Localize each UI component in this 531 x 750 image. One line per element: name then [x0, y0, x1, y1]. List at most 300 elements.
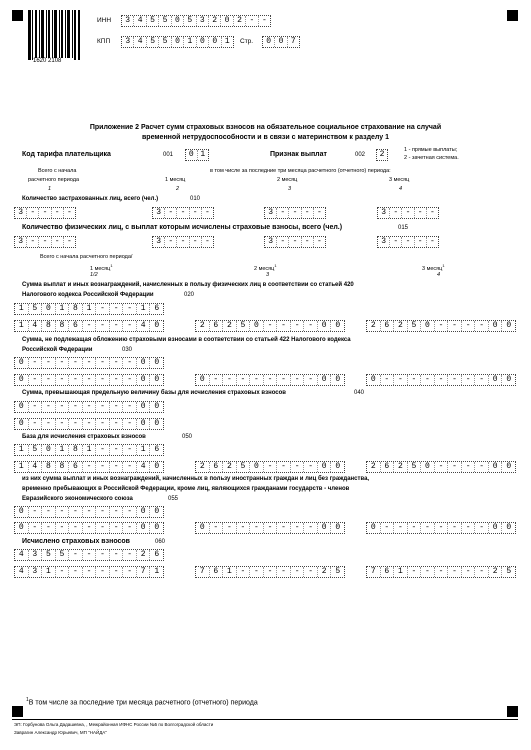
digit-cell: -: [289, 208, 301, 218]
digit-cell: 8: [42, 321, 56, 331]
digit-cell: -: [462, 321, 476, 331]
digit-cell: 4: [134, 37, 146, 47]
digit-cell: 8: [56, 462, 70, 472]
digit-cell: -: [277, 523, 291, 533]
digit-cell: -: [69, 402, 83, 412]
digit-cell: -: [110, 550, 124, 560]
footer-divider: [12, 719, 518, 720]
digit-cell: 0: [42, 304, 56, 314]
digit-cell: -: [277, 462, 291, 472]
digit-cell: -: [475, 321, 489, 331]
digit-cell: 1: [15, 304, 29, 314]
row020-month2: [195, 320, 345, 332]
digit-cell: -: [27, 208, 39, 218]
digit-cell: -: [462, 567, 476, 577]
row050-month2: [195, 461, 345, 473]
digit-cell: -: [237, 523, 251, 533]
page-number-field: [262, 36, 300, 48]
row030-label-1: Сумма, не подлежащая обложению страховыми взносами в соответствии со статьей 422 Налогового кодекса: [22, 337, 351, 343]
kpp-label: КПП: [97, 38, 111, 45]
row030-total: [14, 357, 164, 369]
digit-cell: -: [237, 375, 251, 385]
digit-cell: 5: [408, 462, 422, 472]
row010-code: 010: [190, 196, 201, 202]
digit-cell: 7: [367, 567, 381, 577]
digit-cell: -: [42, 419, 56, 429]
digit-cell: -: [462, 523, 476, 533]
digit-cell: 2: [394, 321, 408, 331]
digit-cell: -: [435, 321, 449, 331]
digit-cell: -: [435, 523, 449, 533]
digit-cell: -: [302, 208, 314, 218]
digit-cell: -: [448, 321, 462, 331]
digit-cell: -: [190, 208, 202, 218]
digit-cell: -: [291, 375, 305, 385]
digit-cell: -: [56, 523, 70, 533]
digit-cell: -: [123, 375, 137, 385]
row015-month2: [264, 236, 326, 248]
digit-cell: -: [123, 567, 137, 577]
digit-cell: -: [96, 507, 110, 517]
digit-cell: 2: [209, 16, 221, 26]
footnote: $^1$В том числе за последние три месяца расчетного (отчетного) периода: [26, 697, 258, 707]
digit-cell: 5: [56, 550, 70, 560]
digit-cell: 3: [265, 237, 277, 247]
digit-cell: 0: [137, 375, 151, 385]
digit-cell: -: [69, 567, 83, 577]
digit-cell: 0: [335, 462, 341, 471]
digit-cell: 0: [421, 462, 435, 472]
digit-cell: -: [110, 462, 124, 472]
digit-cell: -: [83, 419, 97, 429]
digit-cell: -: [83, 567, 97, 577]
digit-cell: -: [83, 402, 97, 412]
month3-label: 3 месяц: [389, 177, 410, 183]
digit-cell: -: [394, 375, 408, 385]
digit-cell: -: [317, 208, 322, 217]
digit-cell: -: [277, 375, 291, 385]
digit-cell: -: [381, 523, 395, 533]
digit-cell: 6: [210, 462, 224, 472]
digit-cell: -: [277, 567, 291, 577]
digit-cell: 0: [489, 462, 503, 472]
digit-cell: 3: [29, 567, 43, 577]
digit-cell: 2: [318, 567, 332, 577]
digit-cell: -: [177, 208, 189, 218]
digit-cell: 0: [137, 523, 151, 533]
digit-cell: -: [448, 567, 462, 577]
digit-cell: 0: [154, 402, 160, 411]
digit-cell: 0: [489, 523, 503, 533]
digit-cell: 0: [506, 375, 512, 384]
digit-cell: 3: [378, 237, 390, 247]
digit-cell: 2: [196, 462, 210, 472]
digit-cell: -: [250, 567, 264, 577]
digit-cell: -: [291, 567, 305, 577]
row030-code: 030: [122, 347, 133, 353]
digit-cell: -: [475, 567, 489, 577]
digit-cell: 0: [15, 419, 29, 429]
digit-cell: -: [123, 419, 137, 429]
digit-cell: 8: [69, 304, 83, 314]
digit-cell: 0: [506, 321, 512, 330]
digit-cell: -: [123, 462, 137, 472]
digit-cell: 0: [154, 507, 160, 516]
digit-cell: -: [223, 523, 237, 533]
digit-cell: -: [83, 358, 97, 368]
digit-cell: -: [264, 523, 278, 533]
digit-cell: 0: [318, 523, 332, 533]
digit-cell: -: [408, 567, 422, 577]
signature-line-1: ЭП: Горбунова Ольга Дадашевна, , Межрайонная ИФНС России №5 по Волгоградской области: [14, 722, 214, 727]
digit-cell: -: [67, 208, 72, 217]
digit-cell: 1: [15, 445, 29, 455]
digit-cell: -: [110, 567, 124, 577]
digit-cell: 0: [15, 507, 29, 517]
row060-code: 060: [155, 539, 166, 545]
digit-cell: -: [96, 419, 110, 429]
digit-cell: 5: [147, 16, 159, 26]
digit-cell: 0: [367, 523, 381, 533]
digit-cell: 1: [394, 567, 408, 577]
digit-cell: 3: [153, 237, 165, 247]
tariff-field: [185, 149, 209, 161]
row010-month2: [264, 207, 326, 219]
digit-cell: -: [304, 375, 318, 385]
col-num-2: 2: [176, 186, 180, 192]
appendix-title-line2: временной нетрудоспособности и в связи с материнством к разделу 1: [142, 134, 389, 141]
digit-cell: -: [177, 237, 189, 247]
digit-cell: 5: [335, 567, 341, 576]
digit-cell: -: [408, 523, 422, 533]
digit-cell: 6: [154, 304, 160, 313]
row030-label-2: Российской Федерации: [22, 347, 93, 353]
digit-cell: 6: [210, 567, 224, 577]
digit-cell: -: [110, 419, 124, 429]
digit-cell: 5: [29, 445, 43, 455]
digit-cell: 0: [318, 321, 332, 331]
priznak-note-2: 2 - зачетная система.: [404, 155, 459, 161]
digit-cell: 3: [153, 208, 165, 218]
digit-cell: -: [83, 321, 97, 331]
digit-cell: 2: [379, 150, 385, 159]
digit-cell: 0: [15, 375, 29, 385]
digit-cell: -: [123, 550, 137, 560]
row015-code: 015: [398, 225, 409, 231]
digit-cell: -: [69, 507, 83, 517]
digit-cell: 2: [196, 321, 210, 331]
digit-cell: 5: [159, 37, 171, 47]
row020-month1: [14, 320, 164, 332]
digit-cell: 2: [394, 462, 408, 472]
digit-cell: -: [69, 550, 83, 560]
digit-cell: -: [29, 358, 43, 368]
digit-cell: -: [110, 321, 124, 331]
digit-cell: -: [110, 523, 124, 533]
digit-cell: -: [56, 402, 70, 412]
digit-cell: 0: [15, 358, 29, 368]
digit-cell: 0: [137, 358, 151, 368]
digit-cell: 1: [224, 37, 230, 46]
col-num-1-2: 1/2: [90, 272, 98, 278]
digit-cell: 5: [42, 550, 56, 560]
corner-marker-top-left: [12, 10, 23, 21]
digit-cell: 5: [147, 37, 159, 47]
digit-cell: -: [264, 321, 278, 331]
digit-cell: -: [69, 375, 83, 385]
row055-code: 055: [168, 496, 179, 502]
digit-cell: -: [390, 237, 402, 247]
digit-cell: -: [448, 462, 462, 472]
digit-cell: -: [123, 523, 137, 533]
digit-cell: -: [96, 462, 110, 472]
row055-total: [14, 506, 164, 518]
row060-month3: [366, 566, 516, 578]
digit-cell: 0: [489, 321, 503, 331]
digit-cell: -: [96, 550, 110, 560]
digit-cell: -: [435, 567, 449, 577]
digit-cell: -: [430, 208, 435, 217]
digit-cell: -: [264, 375, 278, 385]
priznak-field: [376, 149, 388, 161]
row020-label-2: Налогового кодекса Российской Федерации: [22, 292, 154, 298]
digit-cell: 0: [263, 37, 275, 47]
tariff-code: 001: [163, 152, 174, 158]
digit-cell: -: [27, 237, 39, 247]
digit-cell: 2: [223, 462, 237, 472]
digit-cell: 6: [154, 445, 160, 454]
digit-cell: -: [96, 304, 110, 314]
digit-cell: -: [462, 462, 476, 472]
row055-month2: [195, 522, 345, 534]
digit-cell: -: [250, 523, 264, 533]
digit-cell: -: [96, 321, 110, 331]
digit-cell: 0: [506, 462, 512, 471]
digit-cell: -: [250, 375, 264, 385]
digit-cell: 5: [29, 304, 43, 314]
digit-cell: 0: [489, 375, 503, 385]
digit-cell: 5: [408, 321, 422, 331]
digit-cell: -: [291, 321, 305, 331]
digit-cell: 2: [367, 321, 381, 331]
digit-cell: -: [317, 237, 322, 246]
digit-cell: 3: [197, 16, 209, 26]
digit-cell: 2: [137, 550, 151, 560]
digit-cell: -: [277, 321, 291, 331]
digit-cell: -: [56, 358, 70, 368]
row030-month2: [195, 374, 345, 386]
digit-cell: -: [110, 304, 124, 314]
digit-cell: -: [381, 375, 395, 385]
digit-cell: -: [123, 445, 137, 455]
digit-cell: -: [42, 402, 56, 412]
digit-cell: -: [475, 462, 489, 472]
page-label: Стр.: [240, 38, 254, 45]
digit-cell: -: [67, 237, 72, 246]
digit-cell: 0: [250, 321, 264, 331]
digit-cell: 0: [275, 37, 287, 47]
digit-cell: 1: [154, 567, 160, 576]
priznak-label: Признак выплат: [270, 151, 327, 158]
digit-cell: 0: [196, 375, 210, 385]
digit-cell: 0: [209, 37, 221, 47]
digit-cell: 0: [335, 523, 341, 532]
digit-cell: -: [205, 237, 210, 246]
digit-cell: -: [96, 358, 110, 368]
digit-cell: 0: [421, 321, 435, 331]
row010-total: [14, 207, 76, 219]
digit-cell: 5: [506, 567, 512, 576]
digit-cell: -: [123, 402, 137, 412]
digit-cell: -: [302, 237, 314, 247]
digit-cell: 0: [172, 37, 184, 47]
digit-cell: -: [264, 567, 278, 577]
digit-cell: -: [42, 358, 56, 368]
digit-cell: -: [29, 375, 43, 385]
digit-cell: -: [448, 523, 462, 533]
period-total-label-3: Всего с начала расчетного периода/: [40, 254, 133, 260]
digit-cell: 1: [184, 37, 196, 47]
digit-cell: 0: [154, 523, 160, 532]
digit-cell: 4: [134, 16, 146, 26]
digit-cell: -: [435, 375, 449, 385]
digit-cell: -: [56, 507, 70, 517]
inn-label: ИНН: [97, 17, 112, 24]
digit-cell: 0: [196, 523, 210, 533]
digit-cell: -: [430, 237, 435, 246]
digit-cell: 6: [154, 550, 160, 559]
digit-cell: 6: [210, 321, 224, 331]
digit-cell: 6: [381, 567, 395, 577]
corner-marker-top-right: [507, 10, 518, 21]
digit-cell: 1: [137, 445, 151, 455]
digit-cell: -: [289, 237, 301, 247]
digit-cell: -: [205, 208, 210, 217]
digit-cell: -: [123, 304, 137, 314]
digit-cell: 0: [15, 523, 29, 533]
digit-cell: -: [210, 523, 224, 533]
digit-cell: -: [42, 523, 56, 533]
row055-label-2: временно пребывающих в Российской Федерации, кроме лиц, являющихся гражданами государств - членов: [22, 486, 350, 492]
digit-cell: 7: [290, 37, 296, 46]
digit-cell: 6: [381, 321, 395, 331]
row040-label: Сумма, превышающая предельную величину базы для исчисления страховых взносов: [22, 390, 286, 396]
row050-total: [14, 444, 164, 456]
digit-cell: -: [29, 523, 43, 533]
row010-month1: [152, 207, 214, 219]
row060-total: [14, 549, 164, 561]
barcode: [28, 10, 80, 60]
digit-cell: 4: [15, 567, 29, 577]
corner-marker-bottom-left: [12, 706, 23, 717]
col-num-4-2: 4: [437, 272, 441, 278]
digit-cell: -: [421, 375, 435, 385]
row020-total: [14, 303, 164, 315]
digit-cell: -: [390, 208, 402, 218]
digit-cell: -: [394, 523, 408, 533]
digit-cell: 0: [367, 375, 381, 385]
digit-cell: -: [110, 375, 124, 385]
digit-cell: -: [123, 358, 137, 368]
digit-cell: -: [69, 523, 83, 533]
row050-month3: [366, 461, 516, 473]
digit-cell: -: [110, 358, 124, 368]
digit-cell: 1: [42, 567, 56, 577]
digit-cell: -: [69, 419, 83, 429]
digit-cell: -: [69, 358, 83, 368]
row055-label-1: из них сумма выплат и иных вознаграждений, начисленных в пользу иностранных граждан и лиц без гражданства,: [22, 476, 370, 482]
digit-cell: -: [42, 507, 56, 517]
digit-cell: -: [277, 237, 289, 247]
digit-cell: -: [123, 321, 137, 331]
period-total-label-1: Всего с начала: [38, 168, 77, 174]
digit-cell: 3: [29, 550, 43, 560]
digit-cell: 0: [154, 419, 160, 428]
digit-cell: -: [190, 237, 202, 247]
digit-cell: -: [165, 208, 177, 218]
row055-month3: [366, 522, 516, 534]
digit-cell: -: [402, 208, 414, 218]
digit-cell: 2: [489, 567, 503, 577]
row020-month3: [366, 320, 516, 332]
digit-cell: 4: [29, 321, 43, 331]
digit-cell: 2: [223, 321, 237, 331]
digit-cell: -: [83, 550, 97, 560]
digit-cell: -: [42, 375, 56, 385]
digit-cell: 0: [197, 37, 209, 47]
digit-cell: 3: [122, 16, 134, 26]
row030-month1: [14, 374, 164, 386]
digit-cell: -: [415, 237, 427, 247]
digit-cell: 0: [42, 445, 56, 455]
row050-month1: [14, 461, 164, 473]
digit-cell: 0: [318, 462, 332, 472]
digit-cell: 5: [159, 16, 171, 26]
digit-cell: -: [56, 375, 70, 385]
digit-cell: 1: [223, 567, 237, 577]
digit-cell: 5: [237, 321, 251, 331]
digit-cell: 5: [237, 462, 251, 472]
row060-label: Исчислено страховых взносов: [22, 538, 130, 545]
digit-cell: -: [291, 523, 305, 533]
digit-cell: 3: [15, 237, 27, 247]
digit-cell: 0: [154, 375, 160, 384]
digit-cell: -: [415, 208, 427, 218]
digit-cell: -: [110, 402, 124, 412]
digit-cell: 1: [15, 462, 29, 472]
digit-cell: -: [261, 16, 267, 25]
digit-cell: 0: [506, 523, 512, 532]
digit-cell: -: [56, 567, 70, 577]
digit-cell: -: [475, 375, 489, 385]
appendix-title-line1: Приложение 2 Расчет сумм страховых взносов на обязательное социальное страхование на случай: [89, 124, 442, 131]
digit-cell: 1: [137, 304, 151, 314]
digit-cell: 6: [69, 321, 83, 331]
digit-cell: -: [421, 523, 435, 533]
digit-cell: 0: [154, 462, 160, 471]
digit-cell: 3: [15, 208, 27, 218]
col-num-3-2: 3: [266, 272, 270, 278]
inn-field: [121, 15, 271, 27]
digit-cell: -: [304, 321, 318, 331]
row020-label-1: Сумма выплат и иных вознаграждений, начисленных в пользу физических лиц в соответствии со статьей 420: [22, 282, 354, 288]
row015-month3: [377, 236, 439, 248]
digit-cell: -: [421, 567, 435, 577]
digit-cell: 8: [56, 321, 70, 331]
digit-cell: -: [304, 462, 318, 472]
digit-cell: -: [96, 567, 110, 577]
digit-cell: -: [83, 507, 97, 517]
